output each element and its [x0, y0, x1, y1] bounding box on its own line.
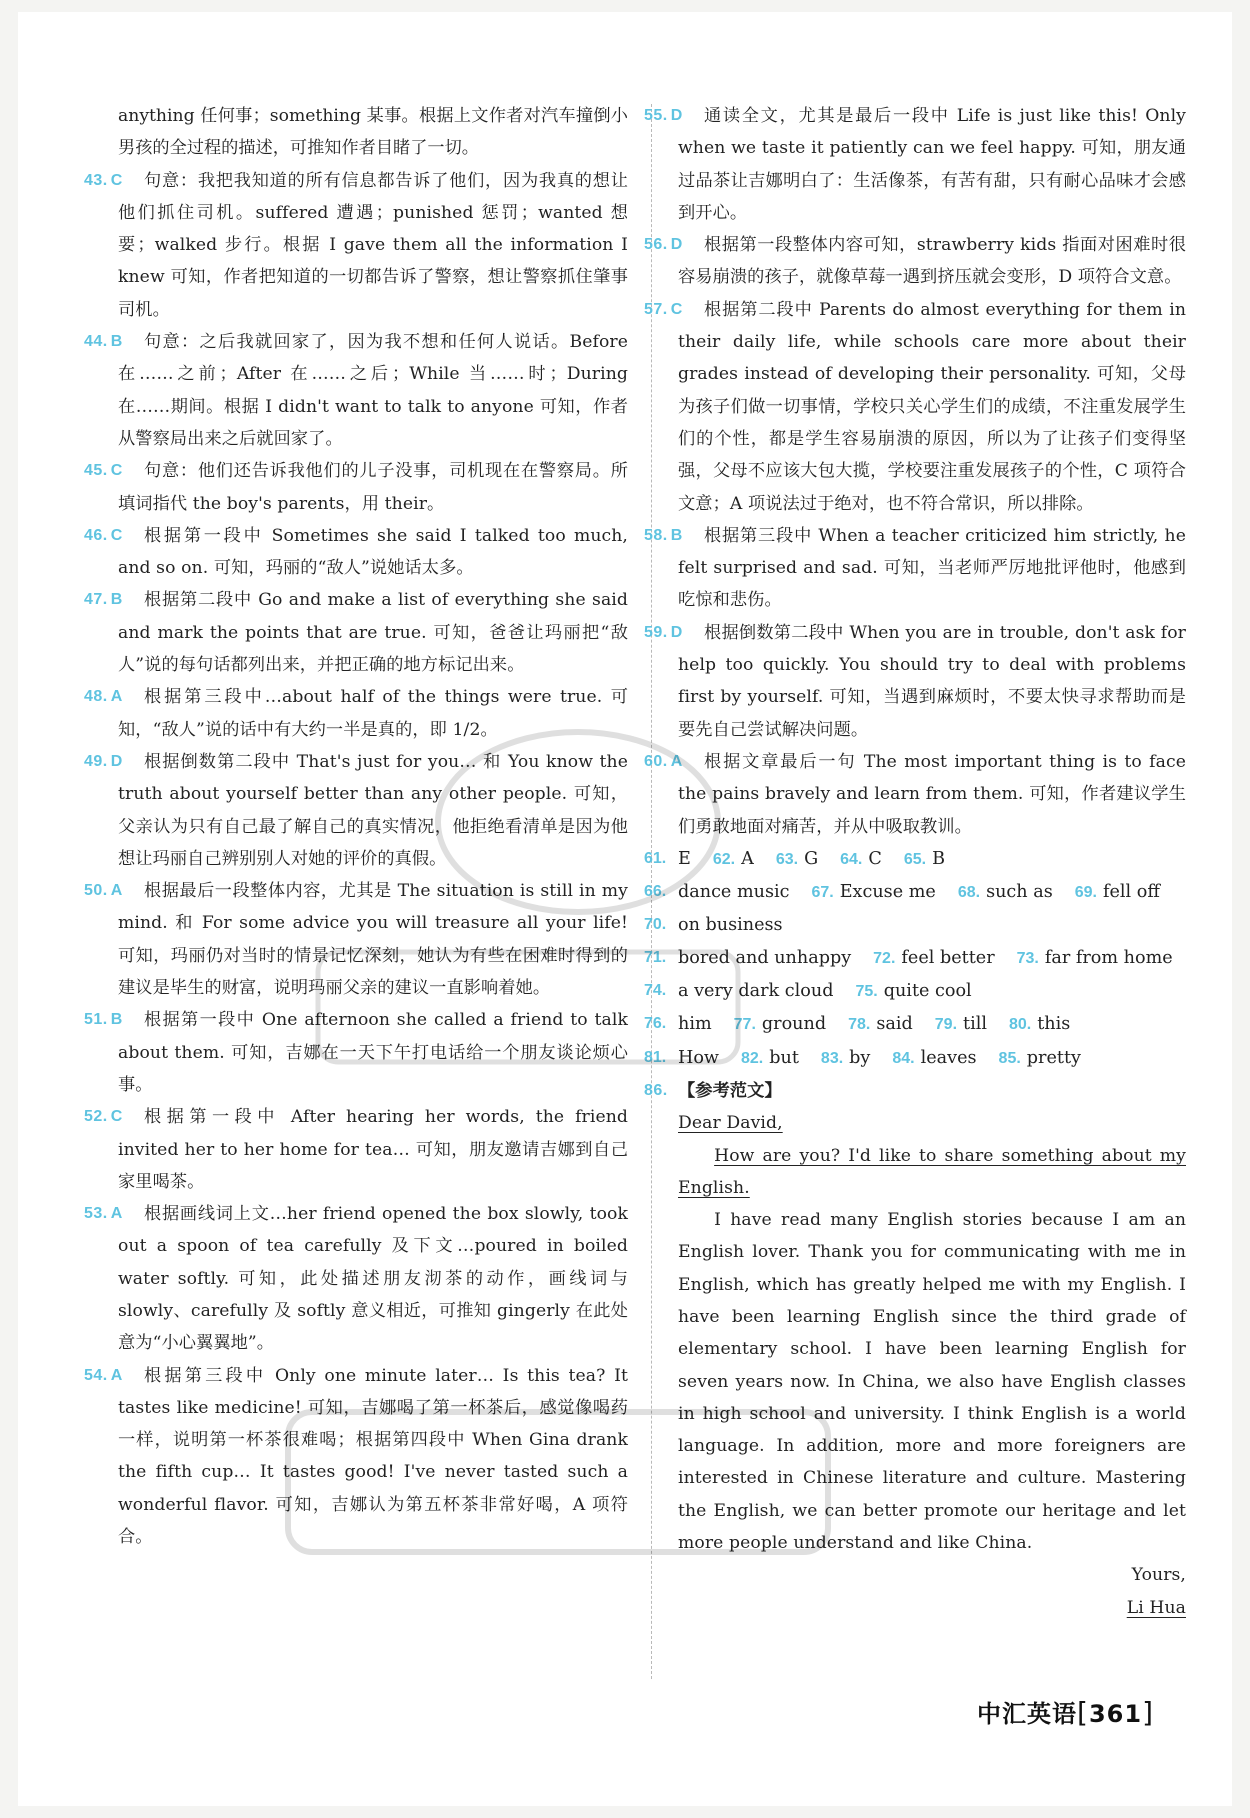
essay-closing: Yours, [1131, 1565, 1186, 1586]
answer-letter: C [670, 300, 683, 318]
item-number: 46. C [84, 526, 123, 544]
answer-text: B [932, 848, 946, 869]
item-number: 68. [957, 884, 981, 902]
answer-letter: B [110, 1011, 123, 1029]
answer-text: this [1037, 1014, 1071, 1035]
answer-letter: C [110, 171, 123, 189]
answer-letter: B [110, 333, 123, 351]
answer-item [644, 520, 1186, 617]
answer-text: E [678, 848, 691, 869]
answer-text: Excuse me [839, 882, 936, 903]
item-number: 49. D [84, 752, 123, 770]
item-number: 75. [855, 983, 878, 1001]
answer-text: him [678, 1014, 712, 1035]
item-number: 65. [903, 850, 927, 868]
answer-text: quite cool [883, 981, 972, 1002]
answer-text: A [741, 848, 754, 869]
item-number: 67. [811, 884, 834, 902]
item-number: 73. [1016, 949, 1039, 967]
answer-text: C [868, 848, 882, 869]
answer-item [84, 165, 628, 326]
essay-answer [644, 1075, 1186, 1624]
item-number: 53. A [84, 1205, 123, 1223]
answer-row [644, 975, 1186, 1008]
item-number: 70. [644, 916, 667, 934]
item-number: 74. [644, 982, 667, 1000]
answer-row [644, 909, 1186, 941]
answer-item [84, 326, 628, 455]
explanation-text: 句意：我把我知道的所有信息都告诉了他们，因为我真的想让他们抓住司机。suffered 遭遇；punished 惩罚；wanted 想要；walked 步行。根据 I gave them all the information I knew 可知，作者把知道的一切都告诉了警察，想让警察抓住肇事司机。 [118, 170, 628, 320]
answer-text: a very dark cloud [678, 981, 834, 1002]
item-number: 58. B [644, 526, 683, 544]
item-number: 77. [733, 1016, 756, 1034]
continued-answer: anything 任何事；something 某事。根据上文作者对汽车撞倒小男孩的全过程的描述，可推知作者目睹了一切。 [118, 106, 628, 159]
essay-body: I have read many English stories because I am an English lover. Thank you for communicating with me in English, which has greatly helped me with my English. I have been learning English since the third grade of elementary school. I have been learning English for seven years now. In China, we also have English classes in high school and university. I think English is a world language. In addition, more and more foreigners are interested in Chinese literature and culture. Mastering the English, we can better promote our heritage and let more people understand and like China. [678, 1210, 1186, 1554]
answer-letter: D [670, 236, 683, 254]
answer-letter: C [110, 1108, 123, 1126]
answer-letter: C [110, 526, 123, 544]
answer-item [84, 1101, 628, 1198]
answer-item [84, 584, 628, 681]
item-number: 56. D [644, 236, 683, 254]
answer-text: bored and unhappy [678, 947, 852, 968]
item-number: 59. D [644, 623, 683, 641]
item-number: 79. [934, 1016, 958, 1034]
answer-letter: D [110, 752, 123, 770]
explanation-text: 根据文章最后一句 The most important thing is to face the pains bravely and learn from them. 可知，作者建议学生们勇敢地面对痛苦，并从中吸取教训。 [678, 751, 1186, 837]
item-number: 50. A [84, 882, 123, 900]
answer-letter: B [110, 591, 123, 609]
answer-item [644, 229, 1186, 294]
item-number: 47. B [84, 591, 123, 609]
left-answer-list [84, 165, 628, 1554]
answer-text: G [804, 848, 819, 869]
answer-item [84, 1198, 628, 1359]
item-number: 82. [741, 1049, 764, 1067]
answer-item [644, 746, 1186, 843]
answer-text: dance music [678, 882, 790, 903]
item-number: 44. B [84, 333, 123, 351]
answer-row [644, 843, 1186, 876]
answer-row [644, 1008, 1186, 1041]
right-answer-list [644, 100, 1186, 843]
item-number: 66. [644, 883, 667, 901]
page-number: 361 [1088, 1700, 1143, 1728]
essay-salutation: Dear David, [678, 1113, 783, 1134]
explanation-text: 根据第二段中 Parents do almost everything for them in their daily life, while schools care more about their grades instead of developing their personality. 可知，父母为孩子们做一切事情，学校只关心学生们的成绩，不注重发展学生们的个性，都是学生容易崩溃的原因，所以为了让孩子们变得坚强，父母不应该大包大揽，学校要注重发展孩子的个性，C 项符合文意；A 项说法过于绝对，也不符合常识，所以排除。 [678, 299, 1186, 514]
answer-item [84, 455, 628, 520]
explanation-text: 根据第三段中 Only one minute later… Is this tea? It tastes like medicine! 可知，吉娜喝了第一杯茶后，感觉像喝药一样，说明第一杯茶很难喝；根据第四段中 When Gina drank the fifth cup… It tastes good! I've never tasted such a wonderful flavor. 可知，吉娜认为第五杯茶非常好喝，A 项符合。 [118, 1365, 628, 1548]
explanation-text: 根据最后一段整体内容，尤其是 The situation is still in my mind. 和 For some advice you will treasure all your life! 可知，玛丽仍对当时的情景记忆深刻，她认为有些在困难时得到的建议是毕生的财富，说明玛丽父亲的建议一直影响着她。 [118, 881, 628, 999]
explanation-text: 根据倒数第二段中 When you are in trouble, don't ask for help too quickly. You should try to deal with problems first by yourself. 可知，当遇到麻烦时，不要太快寻求帮助而是要先自己尝试解决问题。 [678, 622, 1186, 740]
answer-item [84, 1004, 628, 1101]
answer-text: till [963, 1014, 987, 1035]
essay-header: 【参考范文】 [678, 1080, 782, 1101]
answer-text: pretty [1026, 1047, 1081, 1068]
item-number: 83. [820, 1049, 844, 1067]
right-column [644, 100, 1186, 1624]
item-number: 48. A [84, 688, 123, 706]
essay-signature: Li Hua [1126, 1597, 1186, 1618]
item-number: 62. [712, 850, 736, 868]
item-number: 81. [644, 1048, 667, 1066]
answer-row [644, 1042, 1186, 1075]
item-number: 51. B [84, 1011, 123, 1029]
item-number: 54. A [84, 1366, 123, 1384]
answer-letter: A [670, 752, 683, 770]
answer-letter: A [110, 1205, 123, 1223]
answer-letter: D [670, 107, 683, 124]
item-number: 60. A [644, 752, 683, 770]
item-number: 64. [840, 850, 863, 868]
answer-text: such as [986, 882, 1053, 903]
item-number: 55. D [644, 107, 683, 124]
answer-letter: A [110, 882, 123, 900]
item-number: 84. [892, 1049, 915, 1067]
answer-row [644, 942, 1186, 975]
answer-letter: B [670, 526, 683, 544]
answer-text: ground [761, 1014, 827, 1035]
item-number: 85. [998, 1049, 1021, 1067]
answer-item [644, 617, 1186, 746]
explanation-text: 根据第三段中…about half of the things were true. 可知，“敌人”说的话中有大约一半是真的，即 1/2。 [118, 687, 628, 740]
answer-text: but [769, 1047, 799, 1068]
left-column [84, 100, 628, 1553]
essay-opening: How are you? I'd like to share something about my English. [678, 1145, 1186, 1198]
item-number: 45. C [84, 462, 123, 480]
answer-letter: A [110, 1366, 123, 1384]
explanation-text: 根据第一段中 One afternoon she called a friend to talk about them. 可知，吉娜在一天下午打电话给一个朋友谈论烦心事。 [118, 1010, 628, 1095]
item-number: 69. [1074, 884, 1097, 902]
answer-text: fell off [1102, 882, 1160, 903]
explanation-text: 句意：之后我就回家了，因为我不想和任何人说话。Before 在……之前；After 在……之后；While 当……时；During 在……期间。根据 I didn't want to talk to anyone 可知，作者从警察局出来之后就回家了。 [118, 332, 628, 449]
answer-text: How [678, 1047, 719, 1068]
answer-text: on business [678, 915, 783, 936]
page-footer: 中汇英语[361] [977, 1696, 1154, 1729]
answer-row [644, 876, 1186, 909]
answer-item [84, 875, 628, 1004]
document-page [18, 12, 1232, 1806]
item-number: 86. [644, 1081, 668, 1099]
answer-item [644, 100, 1186, 229]
explanation-text: 通读全文，尤其是最后一段中 Life is just like this! Only when we taste it patiently can we feel happy. 可知，朋友通过品茶让吉娜明白了：生活像茶，有苦有甜，只有耐心品味才会感到开心。 [678, 106, 1186, 223]
answer-item [84, 746, 628, 875]
explanation-text: 根据第三段中 When a teacher criticized him strictly, he felt surprised and sad. 可知，当老师严厉地批评他时，他感到吃惊和悲伤。 [678, 525, 1186, 611]
answer-text: leaves [920, 1047, 977, 1068]
item-number: 72. [873, 949, 896, 967]
fill-in-answers [644, 843, 1186, 1075]
item-number: 52. C [84, 1108, 123, 1126]
item-number: 63. [775, 850, 799, 868]
explanation-text: 根据第二段中 Go and make a list of everything she said and mark the points that are true. 可知，爸爸让玛丽把“敌人”说的每句话都列出来，并把正确的地方标记出来。 [118, 590, 628, 676]
item-number: 78. [848, 1016, 871, 1034]
explanation-text: 句意：他们还告诉我他们的儿子没事，司机现在在警察局。所填词指代 the boy's parents，用 their。 [118, 461, 628, 514]
answer-letter: A [110, 688, 123, 706]
explanation-text: 根据倒数第二段中 That's just for you… 和 You know the truth about yourself better than any other people. 可知，父亲认为只有自己最了解自己的真实情况，他拒绝看清单是因为他想让玛丽自己辨别别人对她的评价的真假。 [118, 751, 628, 869]
answer-text: far from home [1044, 947, 1173, 968]
item-number: 43. C [84, 171, 123, 189]
answer-text: said [876, 1014, 913, 1035]
item-number: 76. [644, 1015, 667, 1033]
answer-text: by [849, 1047, 871, 1068]
book-title: 中汇英语 [977, 1700, 1078, 1728]
answer-letter: C [110, 462, 123, 480]
item-number: 71. [644, 948, 667, 966]
answer-item [644, 294, 1186, 520]
answer-item [84, 520, 628, 585]
item-number: 61. [644, 849, 667, 867]
answer-item [84, 681, 628, 746]
explanation-text: 根据第一段中 After hearing her words, the friend invited her to her home for tea… 可知，朋友邀请吉娜到自己家里喝茶。 [118, 1107, 628, 1192]
item-number: 80. [1008, 1016, 1032, 1034]
answer-item [84, 1360, 628, 1554]
answer-text: feel better [901, 947, 995, 968]
explanation-text: 根据第一段中 Sometimes she said I talked too much, and so on. 可知，玛丽的“敌人”说她话太多。 [118, 525, 628, 579]
explanation-text: 根据画线词上文…her friend opened the box slowly, took out a spoon of tea carefully 及下文…poured in boiled water softly. 可知，此处描述朋友沏茶的动作，画线词与 slowly、carefully 及 softly 意义相近，可推知 gingerly 在此处意为“小心翼翼地”。 [118, 1204, 628, 1354]
answer-letter: D [670, 623, 683, 641]
item-number: 57. C [644, 300, 683, 318]
explanation-text: 根据第一段整体内容可知，strawberry kids 指面对困难时很容易崩溃的孩子，就像草莓一遇到挤压就会变形，D 项符合文意。 [678, 235, 1186, 288]
